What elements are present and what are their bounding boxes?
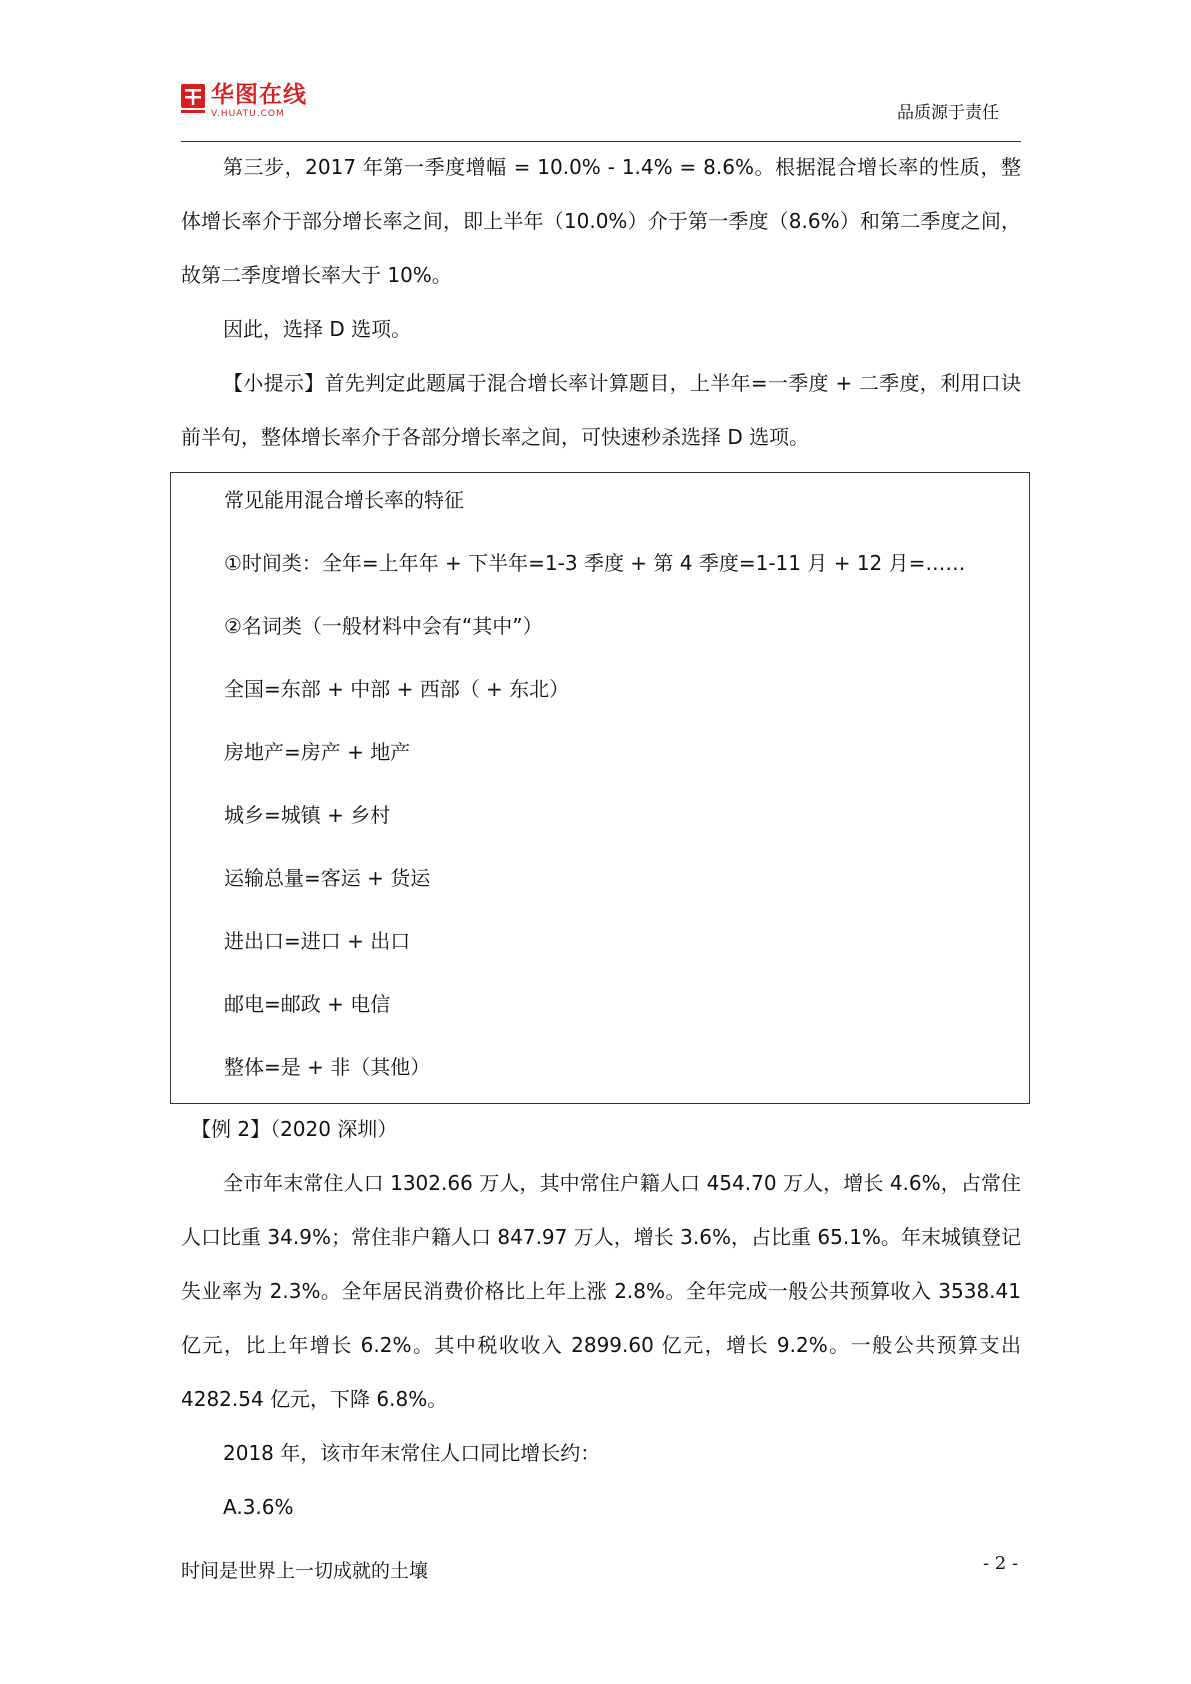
box-line-nation: 全国=东部 + 中部 + 西部（ + 东北） [224, 677, 570, 701]
box-line-trade: 进出口=进口 + 出口 [224, 929, 411, 953]
box-line-time: ①时间类：全年=上年年 + 下半年=1-3 季度 + 第 4 季度=1-11 月 + 12 月=…… [224, 551, 966, 575]
box-line-post-telecom: 邮电=邮政 + 电信 [224, 992, 391, 1016]
feature-box [170, 472, 1030, 1104]
huatu-logo-icon [181, 84, 205, 114]
box-line-urban-rural: 城乡=城镇 + 乡村 [224, 803, 391, 827]
logo-text: 华图在线 [211, 82, 307, 108]
example-label: 【例 2】（2020 深圳） [191, 1117, 398, 1141]
paragraph-tip: 【小提示】首先判定此题属于混合增长率计算题目，上半年=一季度 + 二季度，利用口诀前半句，整体增长率介于各部分增长率之间，可快速秒杀选择 D 选项。 [181, 371, 1021, 449]
paragraph-step-three: 第三步，2017 年第一季度增幅 = 10.0% - 1.4% = 8.6%。根据混合增长率的性质，整体增长率介于部分增长率之间，即上半年（10.0%）介于第一季度（8.6%）和第二季度之间，故第二季度增长率大于 10%。 [181, 155, 1021, 287]
main-content [181, 140, 1021, 464]
example-question: 2018 年，该市年末常住人口同比增长约： [223, 1441, 601, 1465]
example-section [181, 1102, 1021, 1534]
huatu-logo [181, 82, 307, 122]
page-number: - 2 - [983, 1553, 1019, 1574]
box-title: 常见能用混合增长率的特征 [224, 488, 464, 512]
example-material: 全市年末常住人口 1302.66 万人，其中常住户籍人口 454.70 万人，增长 4.6%，占常住人口比重 34.9%；常住非户籍人口 847.97 万人，增长 3.6%，占比重 65.1%。年末城镇登记失业率为 2.3%。全年居民消费价格比上年上涨 2.8%。全年完成一般公共预算收入 3538.41 亿元，比上年增长 6.2%。其中税收收入 2899.60 亿元，增长 9.2%。一般公共预算支出 4282.54 亿元，下降 6.8%。 [181, 1171, 1021, 1411]
paragraph-answer: 因此，选择 D 选项。 [223, 317, 412, 341]
header-slogan: 品质源于责任 [897, 103, 999, 123]
page-header [181, 80, 1021, 142]
box-line-noun: ②名词类（一般材料中会有“其中”） [224, 614, 543, 638]
box-line-whole: 整体=是 + 非（其他） [224, 1055, 431, 1079]
box-line-transport: 运输总量=客运 + 货运 [224, 866, 431, 890]
logo-subtext: V.HUATU.COM [211, 109, 285, 119]
option-a: A.3.6% [223, 1495, 294, 1519]
box-line-realestate: 房地产=房产 + 地产 [224, 740, 411, 764]
footer-motto: 时间是世界上一切成就的土壤 [181, 1560, 429, 1582]
